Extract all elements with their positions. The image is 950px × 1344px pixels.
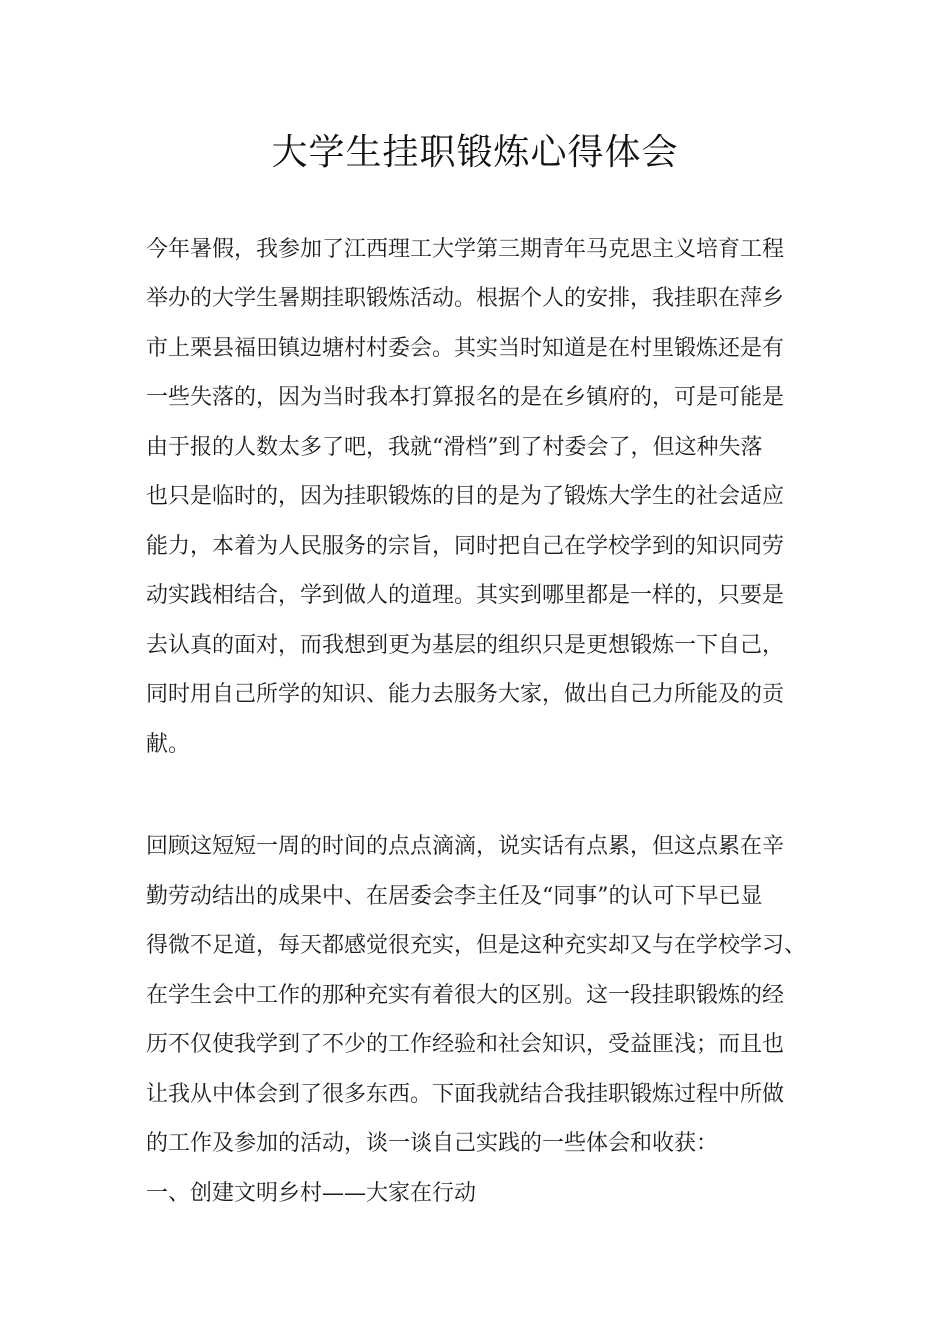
paragraph-line: 在学生会中工作的那种充实有着很大的区别。这一段挂职锻炼的经 xyxy=(146,983,785,1008)
paragraph-line: 能力，本着为人民服务的宗旨，同时把自己在学校学到的知识同劳 xyxy=(146,534,785,559)
paragraph-line: 让我从中体会到了很多东西。下面我就结合我挂职锻炼过程中所做 xyxy=(146,1082,785,1107)
paragraph-line: 一些失落的，因为当时我本打算报名的是在乡镇府的，可是可能是 xyxy=(146,385,785,410)
paragraph-line: 回顾这短短一周的时间的点点滴滴，说实话有点累，但这点累在辛 xyxy=(146,834,785,859)
paragraph-line: 献。 xyxy=(146,732,191,757)
paragraph-line: 的工作及参加的活动，谈一谈自己实践的一些体会和收获： xyxy=(146,1131,719,1156)
paragraph-line: 今年暑假，我参加了江西理工大学第三期青年马克思主义培育工程 xyxy=(146,237,785,262)
paragraph-line: 市上栗县福田镇边塘村村委会。其实当时知道是在村里锻炼还是有 xyxy=(146,336,785,361)
paragraph-line: 也只是临时的，因为挂职锻炼的目的是为了锻炼大学生的社会适应 xyxy=(146,484,785,509)
paragraph-line: 同时用自己所学的知识、能力去服务大家，做出自己力所能及的贡 xyxy=(146,682,785,707)
section-heading: 一、创建文明乡村——大家在行动 xyxy=(146,1181,477,1206)
paragraph-line: 去认真的面对，而我想到更为基层的组织只是更想锻炼一下自己， xyxy=(146,633,785,658)
paragraph-line: 动实践相结合，学到做人的道理。其实到哪里都是一样的，只要是 xyxy=(146,583,785,608)
paragraph-line: 勤劳动结出的成果中、在居委会李主任及“同事”的认可下早已显 xyxy=(146,884,763,909)
paragraph-line: 举办的大学生暑期挂职锻炼活动。根据个人的安排，我挂职在萍乡 xyxy=(146,286,785,311)
paragraph-line: 由于报的人数太多了吧，我就“滑档”到了村委会了，但这种失落 xyxy=(146,435,763,460)
paragraph-line: 历不仅使我学到了不少的工作经验和社会知识，受益匪浅；而且也 xyxy=(146,1032,785,1057)
paragraph-line: 得微不足道，每天都感觉很充实，但是这种充实却又与在学校学习、 xyxy=(146,933,807,958)
page-title: 大学生挂职锻炼心得体会 xyxy=(271,132,679,173)
